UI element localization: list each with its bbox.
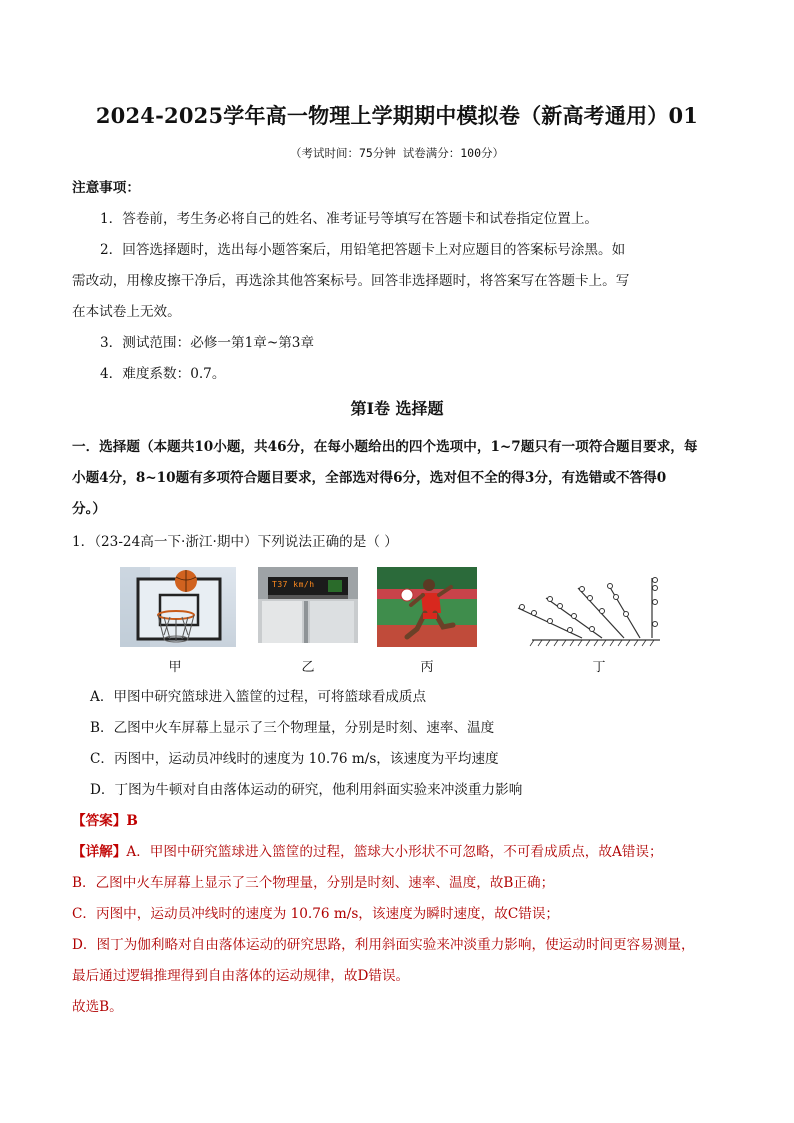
train-screen-image bbox=[258, 567, 358, 643]
exam-info: （考试时间：75分钟 试卷满分：100分） bbox=[289, 146, 505, 160]
option-d: D．丁图为牛顿对自由落体运动的研究，他利用斜面实验来冲淡重力影响 bbox=[90, 782, 523, 798]
sprinter-image bbox=[377, 567, 477, 647]
explanation-a bbox=[72, 840, 663, 860]
explanation-b: B．乙图中火车屏幕上显示了三个物理量，分别是时刻、速率、温度，故B正确； bbox=[72, 875, 555, 891]
notice-item-2-line-2: 需改动，用橡皮擦干净后，再选涂其他答案标号。回答非选择题时，将答案写在答题卡上。写 bbox=[72, 273, 630, 289]
image-caption-ding: 丁 bbox=[592, 660, 606, 675]
section-title: 第Ⅰ卷 选择题 bbox=[350, 399, 444, 418]
notice-item-3: 3．测试范围：必修一第1章~第3章 bbox=[100, 335, 315, 351]
notice-heading: 注意事项： bbox=[72, 180, 140, 196]
part-intro-line-2: 小题4分，8~10题有多项符合题目要求，全部选对得6分，选对但不全的得3分，有选错或不答得0 bbox=[72, 470, 667, 486]
image-caption-bing: 丙 bbox=[420, 660, 434, 675]
explanation-a-text: A．甲图中研究篮球进入篮筐的过程，篮球大小形状不可忽略，不可看成质点，故A错误； bbox=[126, 844, 663, 860]
basketball-hoop-image bbox=[120, 567, 236, 647]
page-title: 2024-2025学年高一物理上学期期中模拟卷（新高考通用）01 bbox=[95, 103, 699, 128]
part-intro-line-1: 一．选择题（本题共10小题，共46分，在每小题给出的四个选项中，1~7题只有一项符合题目要求，每 bbox=[72, 439, 698, 455]
option-a: A．甲图中研究篮球进入篮筐的过程，可将篮球看成质点 bbox=[90, 689, 427, 705]
train-display-text: T37 km/h bbox=[272, 580, 315, 589]
image-caption-jia: 甲 bbox=[168, 660, 182, 675]
notice-item-2-line-1: 2．回答选择题时，选出每小题答案后，用铅笔把答题卡上对应题目的答案标号涂黑。如 bbox=[100, 242, 626, 258]
inclined-plane-diagram bbox=[512, 574, 662, 650]
answer-value: B bbox=[126, 813, 138, 829]
explanation-label: 【详解】 bbox=[72, 844, 127, 860]
option-b: B．乙图中火车屏幕上显示了三个物理量，分别是时刻、速率、温度 bbox=[90, 720, 495, 736]
explanation-d-line-2: 最后通过逻辑推理得到自由落体的运动规律，故D错误。 bbox=[72, 968, 410, 984]
answer-line bbox=[72, 809, 138, 829]
part-intro-line-3: 分。） bbox=[72, 501, 106, 517]
image-caption-yi: 乙 bbox=[301, 660, 315, 675]
explanation-d-line-1: D．图丁为伽利略对自由落体运动的研究思路，利用斜面实验来冲淡重力影响，使运动时间更容易测量， bbox=[72, 937, 695, 953]
answer-label: 【答案】 bbox=[72, 813, 127, 829]
question-1-stem: 1．（23-24高一下·浙江·期中）下列说法正确的是（ ） bbox=[72, 534, 398, 550]
notice-item-2-line-3: 在本试卷上无效。 bbox=[72, 304, 181, 320]
explanation-conclusion: 故选B。 bbox=[72, 999, 123, 1015]
notice-item-4: 4．难度系数：0.7。 bbox=[100, 366, 226, 382]
option-c: C．丙图中，运动员冲线时的速度为 10.76 m/s，该速度为平均速度 bbox=[90, 751, 499, 767]
explanation-c: C．丙图中，运动员冲线时的速度为 10.76 m/s，该速度为瞬时速度，故C错误； bbox=[72, 906, 560, 922]
notice-item-1: 1．答卷前，考生务必将自己的姓名、准考证号等填写在答题卡和试卷指定位置上。 bbox=[100, 211, 599, 227]
